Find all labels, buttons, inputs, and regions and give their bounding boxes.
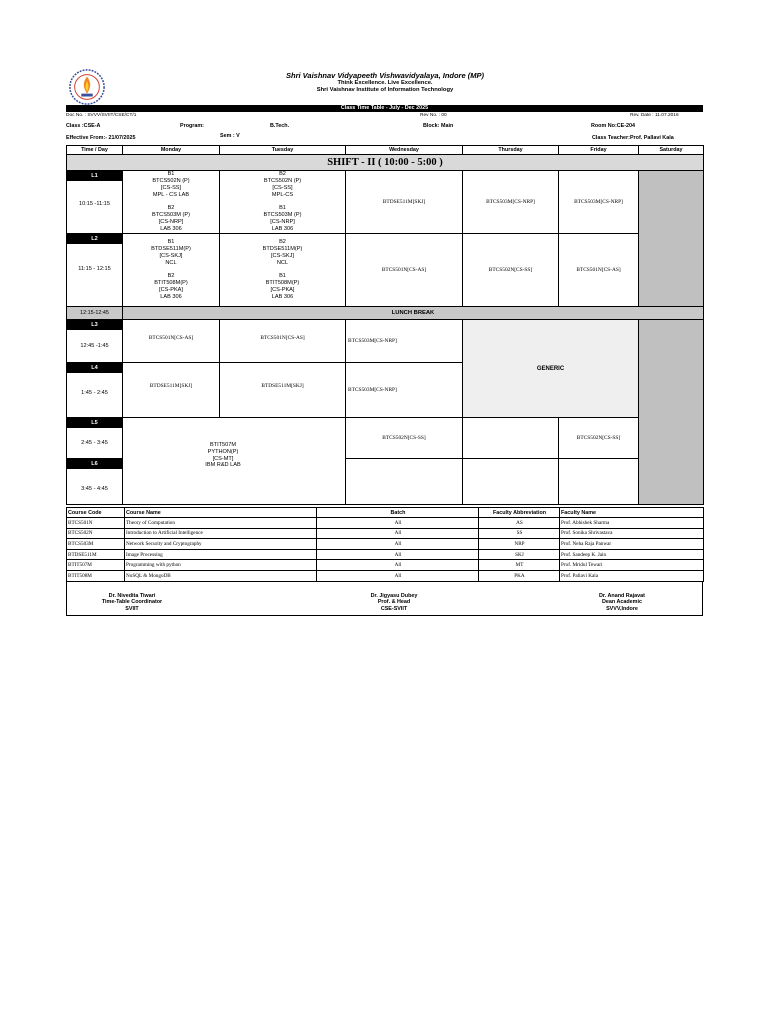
- class-line: BTDSE511M(P): [151, 246, 191, 253]
- class-line: B2: [279, 171, 286, 178]
- day-header-row: [67, 146, 704, 155]
- class-line: B1: [167, 239, 175, 246]
- signature-hod: [329, 593, 459, 612]
- signatory-org: CSE-SVIIT: [380, 605, 408, 612]
- class-line: PYTHON(P): [207, 448, 239, 455]
- l2-thursday: BTCS502N[CS-SS]: [463, 234, 559, 307]
- header-thursday: Thursday: [463, 146, 559, 155]
- header-wednesday: Wednesday: [346, 146, 463, 155]
- l2-friday: BTCS501N[CS-AS]: [559, 234, 639, 307]
- l3-wednesday: BTCS503M[CS-NRP]: [346, 320, 463, 363]
- slot-label: L3: [67, 320, 122, 330]
- l4-tuesday: BTDSE511M[SKJ]: [220, 363, 346, 418]
- doc-number: Doc No. : SVVV/SVIIT/CSE/CT/1: [66, 113, 137, 118]
- course-code: BTCS501N: [67, 518, 125, 529]
- revision-number: Rev No. : 00: [420, 113, 447, 118]
- faculty-name: Prof. Sandeep K. Jain: [560, 549, 704, 560]
- shift-row: [67, 155, 704, 171]
- slot-time: 11:15 - 12:15: [78, 266, 111, 272]
- class-line: BTIT508M(P): [154, 280, 188, 287]
- class-line: B1: [167, 171, 175, 178]
- l5-friday: BTCS502N[CS-SS]: [559, 418, 639, 459]
- signature-coordinator: [67, 593, 197, 612]
- slot-l4: [67, 363, 123, 418]
- header-faculty-abbr: Faculty Abbreviation: [479, 508, 560, 518]
- signatory-org: SVIIT: [125, 605, 139, 612]
- class-line: [123, 267, 219, 274]
- l6-wednesday: [346, 459, 463, 505]
- l1-wednesday: BTDSE511M[SKJ]: [346, 171, 463, 234]
- slot-l2-row: [67, 234, 704, 307]
- class-line: [123, 199, 219, 206]
- course-code: BTCS502N: [67, 528, 125, 539]
- header-faculty-name: Faculty Name: [560, 508, 704, 518]
- faculty-abbr: SS: [479, 528, 560, 539]
- class-line: B1: [279, 273, 286, 280]
- course-row: [67, 528, 704, 539]
- class-line: MPL - CS LAB: [152, 191, 190, 198]
- class-line: BTDSE511M(P): [262, 246, 303, 253]
- header-friday: Friday: [559, 146, 639, 155]
- slot-l5-row: [67, 418, 704, 459]
- signatory-org: SVVV,Indore: [606, 605, 638, 612]
- university-name: Shri Vaishnav Vidyapeeth Vishwavidyalaya, Indore (MP): [286, 71, 484, 80]
- class-line: [CS-PKA]: [159, 286, 183, 293]
- slot-time: 10:15 -11:15: [79, 201, 110, 207]
- l5-thursday: [463, 418, 559, 459]
- l1-tuesday: [220, 171, 346, 234]
- institute-name: Shri Vaishnav Institute of Information Technology: [316, 87, 454, 93]
- class-line: [CS-PKA]: [270, 286, 295, 293]
- batch: All: [317, 549, 479, 560]
- class-line: [CS-SS]: [272, 185, 293, 191]
- class-teacher: Class Teacher:Prof. Pallavi Kala: [592, 135, 674, 141]
- faculty-name: Prof. Sonika Shrivastava: [560, 528, 704, 539]
- semester: Sem : V: [220, 133, 240, 139]
- batch: All: [317, 518, 479, 529]
- l6-thursday: [463, 459, 559, 505]
- class-line: [220, 267, 345, 274]
- course-code: BTDSE511M: [67, 549, 125, 560]
- faculty-abbr: SKJ: [479, 549, 560, 560]
- signatory-title: Dean Academic: [602, 599, 642, 606]
- signatory-name: Dr. Nivedita Tiwari: [108, 593, 156, 599]
- course-code: BTIT508M: [67, 570, 125, 581]
- class-line: NCL: [165, 259, 177, 266]
- university-logo: [68, 68, 106, 106]
- effective-date: Effective From:- 21/07/2025: [66, 135, 136, 141]
- l4-wednesday: BTCS503M[CS-NRP]: [346, 363, 463, 418]
- l5-wednesday: BTCS502N[CS-SS]: [346, 418, 463, 459]
- header-saturday: Saturday: [639, 146, 704, 155]
- batch: All: [317, 560, 479, 571]
- l6-friday: [559, 459, 639, 505]
- class-line: LAB 306: [271, 225, 294, 232]
- class-line: B2: [279, 239, 286, 246]
- timetable-title-bar: Class Time Table - July - Dec 2025: [66, 105, 703, 112]
- class-line: IBM R&D LAB: [205, 462, 241, 469]
- course-name: Image Processing: [125, 549, 317, 560]
- class-line: [220, 199, 345, 206]
- l5-monday: [123, 418, 346, 505]
- signatory-title: Prof. & Head: [377, 599, 411, 606]
- course-row: [67, 570, 704, 581]
- class-line: LAB 306: [160, 293, 182, 300]
- l1-thursday: BTCS503M[CS-NRP]: [463, 171, 559, 234]
- faculty-abbr: MT: [479, 560, 560, 571]
- slot-l1-row: [67, 171, 704, 234]
- l3-monday: BTCS501N[CS-AS]: [123, 320, 220, 363]
- course-row: [67, 539, 704, 550]
- header-time-day: Time / Day: [67, 146, 123, 155]
- faculty-abbr: NRP: [479, 539, 560, 550]
- class-line: [CS-SKJ]: [270, 253, 294, 259]
- faculty-name: Prof. Pallavi Kala: [560, 570, 704, 581]
- slot-label: L4: [67, 363, 122, 373]
- course-code: BTCS503M: [67, 539, 125, 550]
- header-monday: Monday: [123, 146, 220, 155]
- class-line: BTIT508M(P): [265, 280, 300, 287]
- course-header-row: [67, 508, 704, 518]
- course-row: [67, 560, 704, 571]
- course-table: [66, 507, 704, 582]
- batch: All: [317, 539, 479, 550]
- shift-label: SHIFT - II ( 10:00 - 5:00 ): [67, 155, 704, 171]
- course-name: Introduction to Artificial Intelligence: [125, 528, 317, 539]
- room-number: Room No:CE-204: [591, 123, 636, 129]
- header-course-name: Course Name: [125, 508, 317, 518]
- slot-l6: [67, 459, 123, 505]
- slot-label: L1: [67, 171, 122, 181]
- batch: All: [317, 528, 479, 539]
- l3-tuesday: BTCS501N[CS-AS]: [220, 320, 346, 363]
- slot-l5: [67, 418, 123, 459]
- class-line: B2: [167, 273, 175, 280]
- timetable-grid: [66, 145, 704, 505]
- faculty-abbr: AS: [479, 518, 560, 529]
- generic-block: GENERIC: [463, 320, 639, 418]
- signatory-name: Dr. Anand Rajavat: [599, 593, 645, 599]
- class-line: B2: [167, 205, 175, 212]
- slot-label: L6: [67, 459, 122, 469]
- class-line: BTCS502N (P): [152, 178, 190, 185]
- program-value: B.Tech.: [270, 123, 290, 129]
- signatory-name: Dr. Jigyasu Dubey: [370, 593, 418, 599]
- course-name: Programming with python: [125, 560, 317, 571]
- class-line: [CS-MT]: [212, 455, 234, 462]
- course-name: NoSQL & MongoDB: [125, 570, 317, 581]
- slot-time: 3:45 - 4:45: [81, 486, 108, 492]
- class-line: BTCS502N (P): [263, 178, 302, 185]
- lunch-time: 12:15-12:45: [67, 307, 123, 320]
- class-line: B1: [279, 205, 286, 212]
- class-line: [CS-SS]: [160, 185, 182, 191]
- class-line: LAB 306: [160, 225, 182, 232]
- header-batch: Batch: [317, 508, 479, 518]
- l2-monday: [123, 234, 220, 307]
- faculty-name: Prof. Neha Raja Panwar: [560, 539, 704, 550]
- slot-l2: [67, 234, 123, 307]
- signatory-title: Time-Table Coordinator: [101, 599, 163, 606]
- slot-time: 1:45 - 2:45: [81, 390, 108, 396]
- course-code: BTIT507M: [67, 560, 125, 571]
- course-name: Network Security and Cryptography: [125, 539, 317, 550]
- faculty-name: Prof. Mridul Tewari: [560, 560, 704, 571]
- l2-tuesday: [220, 234, 346, 307]
- course-row: [67, 549, 704, 560]
- class-line: [CS-SKJ]: [159, 253, 183, 259]
- class-line: BTCS503M (P): [263, 212, 302, 219]
- tagline: Think Excellence. Live Excellence.: [337, 80, 433, 86]
- revision-date: Rev. Date : 11.07.2016: [630, 113, 679, 118]
- class-line: NCL: [276, 259, 289, 266]
- signature-block: [66, 581, 703, 616]
- class-line: MPL-CS: [271, 191, 294, 198]
- faculty-name: Prof. Abhishek Sharma: [560, 518, 704, 529]
- batch: All: [317, 570, 479, 581]
- slot-label: L5: [67, 418, 122, 428]
- course-name: Theory of Computation: [125, 518, 317, 529]
- slot-label: L2: [67, 234, 122, 244]
- faculty-abbr: PKA: [479, 570, 560, 581]
- l1-friday: BTCS503M[CS-NRP]: [559, 171, 639, 234]
- program-label: Program:: [180, 123, 204, 129]
- header-tuesday: Tuesday: [220, 146, 346, 155]
- slot-l1: [67, 171, 123, 234]
- class-line: BTCS503M (P): [152, 212, 190, 219]
- class-line: BTIT507M: [209, 442, 237, 448]
- l1-monday: [123, 171, 220, 234]
- l2-wednesday: BTCS501N[CS-AS]: [346, 234, 463, 307]
- slot-time: 12:45 -1:45: [80, 343, 109, 349]
- lunch-break: LUNCH BREAK: [123, 307, 704, 320]
- course-row: [67, 518, 704, 529]
- slot-time: 2:45 - 3:45: [81, 440, 108, 446]
- saturday-afternoon: [639, 320, 704, 505]
- l4-monday: BTDSE511M[SKJ]: [123, 363, 220, 418]
- class-line: LAB 306: [271, 293, 294, 300]
- slot-l3: [67, 320, 123, 363]
- slot-l3-row: [67, 320, 704, 363]
- block-name: Block: Main: [423, 123, 454, 129]
- lunch-row: [67, 307, 704, 320]
- signature-dean: [557, 593, 687, 612]
- header-course-code: Course Code: [67, 508, 125, 518]
- class-line: [CS-NRP]: [158, 218, 184, 225]
- class-name: Class :CSE-A: [66, 123, 101, 129]
- saturday-morning: [639, 171, 704, 307]
- class-line: [CS-NRP]: [270, 218, 295, 225]
